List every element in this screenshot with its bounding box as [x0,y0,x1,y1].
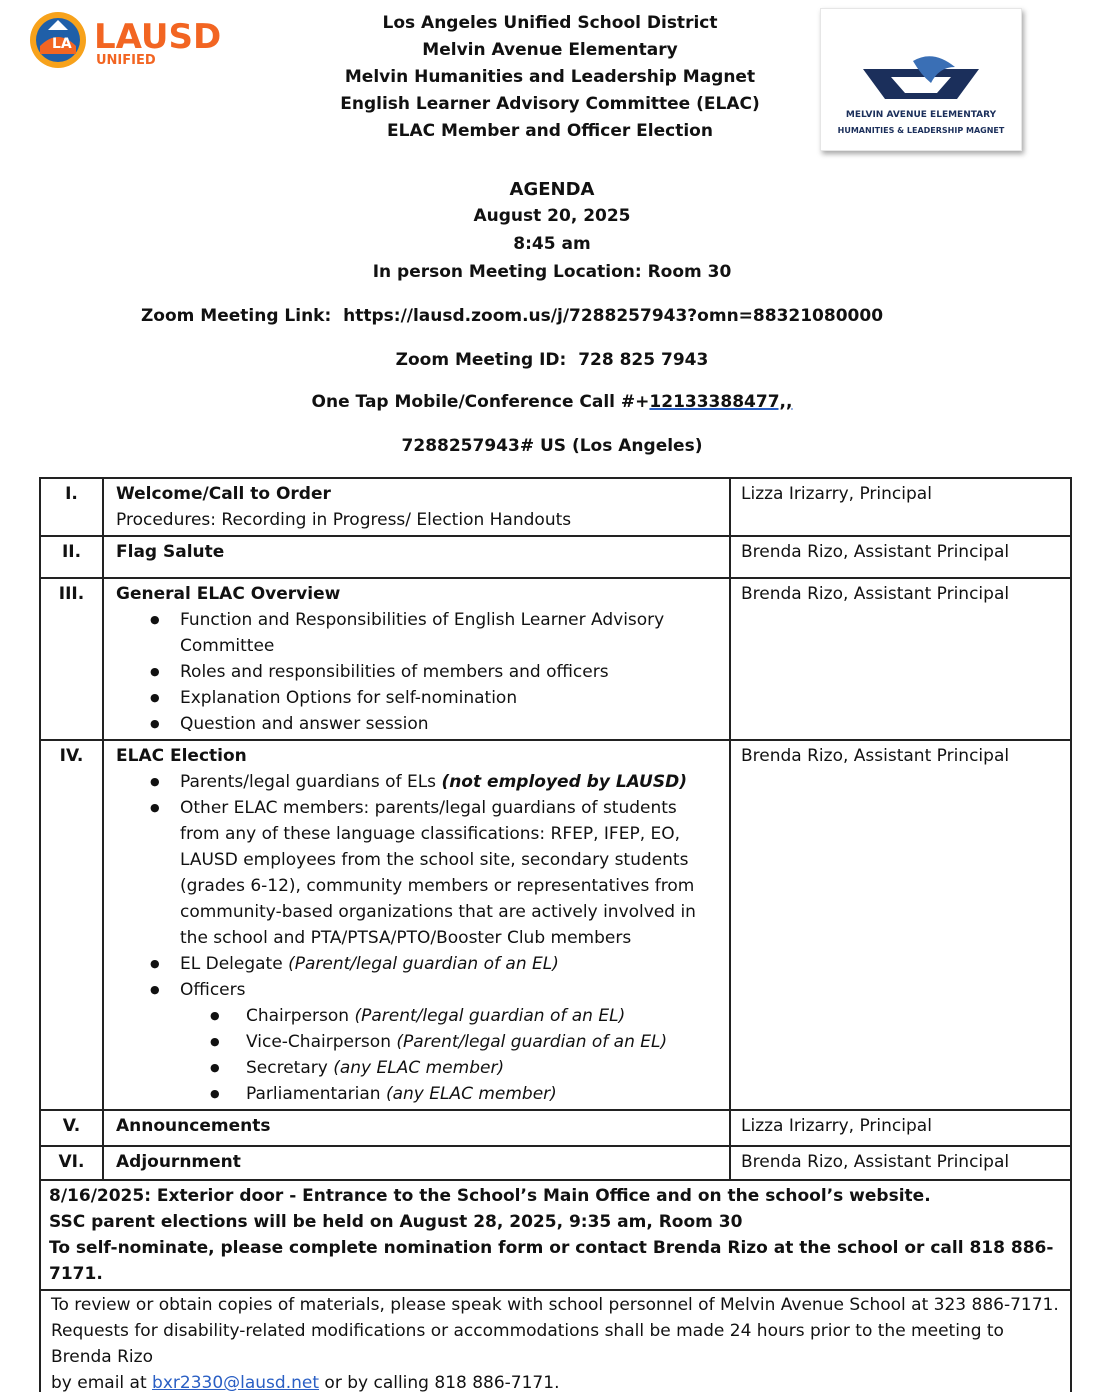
melvin-magnet-logo [820,8,1022,151]
item-content [103,740,730,1110]
agenda-heading: AGENDA [509,179,595,200]
committee-name: English Learner Advisory Committee (ELAC) [340,94,760,114]
item-number: IV. [40,740,103,1110]
item-number: VI. [40,1146,103,1180]
svg-text:UNIFIED: UNIFIED [96,53,156,68]
item-title: General ELAC Overview [116,584,341,604]
officer-item: ● Vice-Chairperson (Parent/legal guardian of an EL) [180,1029,721,1055]
list-item: ● EL Delegate (Parent/legal guardian of an EL) [116,951,721,977]
item-title: ELAC Election [116,746,247,766]
item-number: I. [40,478,103,536]
footer-row [40,1290,1071,1392]
item-content [103,1146,730,1180]
item-title: Announcements [116,1116,271,1136]
item-detail: Procedures: Recording in Progress/ Election Handouts [116,510,572,530]
footer-line: To review or obtain copies of materials, please speak with school personnel of Melvin Avenue School at 323 886-7171. [51,1295,1059,1315]
item-presenter: Lizza Irizarry, Principal [730,1110,1071,1146]
list-item: ● Roles and responsibilities of members and officers [116,659,721,685]
bullet-list [116,607,721,737]
list-item: ● Other ELAC members: parents/legal guardians of students from any of these language classifications: RFEP, IFEP, EO, LAUSD employees from the school site, secondary students (grades 6-12), community members or representatives from community-based organizations that are actively involved in the school and PTA/PTSA/PTO/Booster Club members [116,795,721,951]
list-item: ● Question and answer session [116,711,721,737]
item-presenter: Brenda Rizo, Assistant Principal [730,1146,1071,1180]
item-presenter: Brenda Rizo, Assistant Principal [730,578,1071,740]
agenda-row [40,536,1071,578]
zoom-link[interactable]: https://lausd.zoom.us/j/7288257943?omn=88321080000 [343,306,884,326]
email-link[interactable]: bxr2330@lausd.net [152,1373,320,1392]
bullet-list [116,769,721,1107]
item-number: II. [40,536,103,578]
svg-text:LA: LA [52,36,72,52]
officer-item: ● Chairperson (Parent/legal guardian of an EL) [180,1003,721,1029]
onetap-phone-link[interactable]: 12133388477,, [649,392,793,412]
footer-line: Requests for disability-related modifications or accommodations shall be made 24 hours prior to the meeting to Brenda Rizo [51,1321,1004,1367]
item-presenter: Brenda Rizo, Assistant Principal [730,740,1071,1110]
officer-item: ● Secretary (any ELAC member) [180,1055,721,1081]
document-title: ELAC Member and Officer Election [387,121,713,141]
list-item: ● Explanation Options for self-nomination [116,685,721,711]
svg-text:MELVIN AVENUE ELEMENTARY: MELVIN AVENUE ELEMENTARY [845,110,997,120]
meeting-location: In person Meeting Location: Room 30 [372,262,732,282]
meeting-date: August 20, 2025 [473,206,631,226]
zoom-link-row [0,306,1064,326]
officer-item: ● Parliamentarian (any ELAC member) [180,1081,721,1107]
list-item: ● Function and Responsibilities of English Learner Advisory Committee [116,607,721,659]
item-title: Adjournment [116,1152,241,1172]
note-line: 8/16/2025: Exterior door - Entrance to the School’s Main Office and on the school’s website. [49,1186,931,1206]
item-number: III. [40,578,103,740]
svg-text:HUMANITIES & LEADERSHIP MAGNET: HUMANITIES & LEADERSHIP MAGNET [837,126,1005,135]
agenda-row [40,740,1071,1110]
footer-line: by email at bxr2330@lausd.net or by calling 818 886-7171. [51,1373,560,1392]
agenda-table [39,477,1072,1392]
zoom-link-label: Zoom Meeting Link: [140,306,332,326]
zoom-id-row [0,350,1104,370]
item-presenter: Lizza Irizarry, Principal [730,478,1071,536]
item-content [103,1110,730,1146]
lausd-logo [26,10,256,70]
onetap-line2: 7288257943# US (Los Angeles) [401,436,703,456]
meeting-time: 8:45 am [513,234,591,254]
note-line: SSC parent elections will be held on August 28, 2025, 9:35 am, Room 30 [49,1212,743,1232]
svg-text:LAUSD: LAUSD [94,17,222,57]
onetap-label: One Tap Mobile/Conference Call #+ [311,392,650,412]
agenda-row [40,478,1071,536]
list-item: ● Parents/legal guardians of ELs (not employed by LAUSD) [116,769,721,795]
notes-cell [40,1180,1071,1290]
notes-row [40,1180,1071,1290]
footer-cell [40,1290,1071,1392]
note-line: To self-nominate, please complete nomination form or contact Brenda Rizo at the school or call 818 886-7171. [49,1238,1054,1284]
officer-list [180,1003,721,1107]
item-title: Flag Salute [116,542,225,562]
district-name: Los Angeles Unified School District [382,13,718,33]
magnet-name: Melvin Humanities and Leadership Magnet [344,67,756,87]
list-item: ● Officers ● Chairperson (Parent/legal guardian of an EL) ● Vice-Chairperson (Parent/legal guardian of an EL) ● Secretary (any ELAC member) ● Parliamentarian (any ELAC member) [116,977,721,1107]
zoom-id-label: Zoom Meeting ID: [395,350,567,370]
item-number: V. [40,1110,103,1146]
item-content [103,578,730,740]
item-content [103,478,730,536]
zoom-id: 728 825 7943 [578,350,709,370]
item-title: Welcome/Call to Order [116,484,331,504]
item-presenter: Brenda Rizo, Assistant Principal [730,536,1071,578]
agenda-row [40,1110,1071,1146]
agenda-row [40,578,1071,740]
onetap-row [0,392,1104,412]
header-block [300,10,800,145]
item-content [103,536,730,578]
agenda-row [40,1146,1071,1180]
school-name: Melvin Avenue Elementary [422,40,678,60]
